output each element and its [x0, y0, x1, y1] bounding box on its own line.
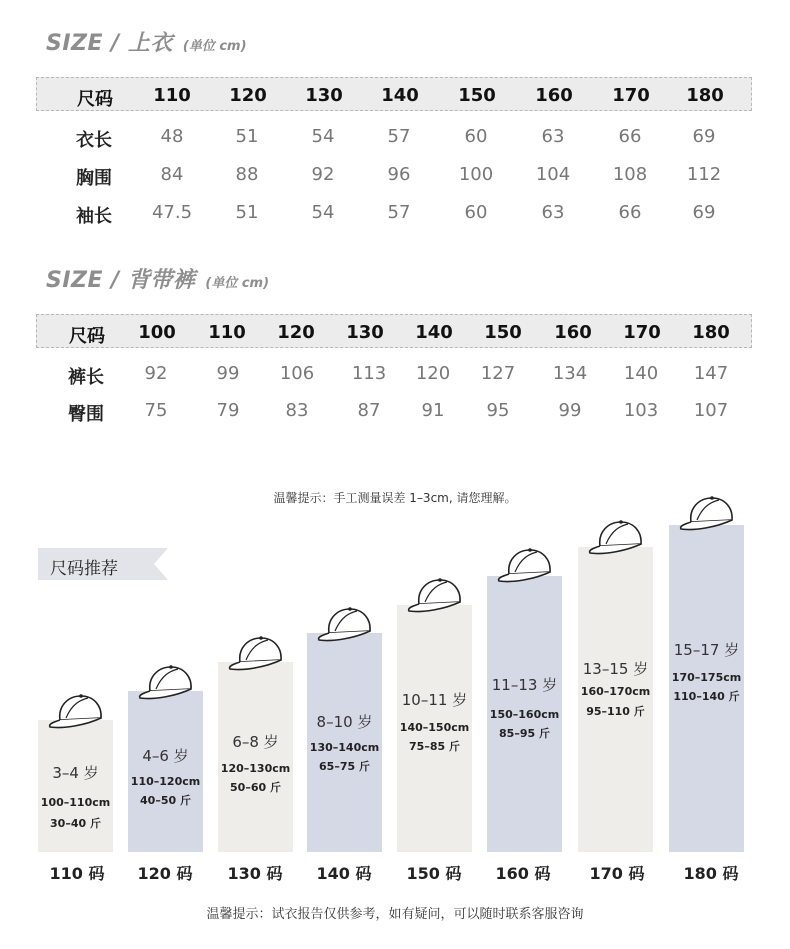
bar-age: 3–4 岁: [52, 764, 99, 782]
row-value: 51: [235, 202, 259, 223]
bar-height: 100–110cm: [40, 796, 111, 809]
measure-tip: 温馨提示：手工测量误差 1–3cm, 请您理解。: [273, 491, 517, 505]
row-value: 66: [618, 126, 642, 147]
bar-weight: 95–110 斤: [586, 705, 645, 718]
table-row: [0, 164, 790, 190]
row-value: 112: [686, 164, 722, 185]
cap-icon: [224, 634, 288, 674]
bottom-size-cell: 100: [138, 322, 176, 343]
row-value: 106: [279, 363, 315, 384]
row-value: 103: [623, 400, 659, 421]
bottom-size-header: [36, 314, 752, 348]
row-value: 96: [387, 164, 411, 185]
bottom-size-cell: 180: [692, 322, 730, 343]
bottom-size-cell: 120: [277, 322, 315, 343]
bar-height: 160–170cm: [580, 685, 651, 698]
row-value: 54: [311, 202, 335, 223]
cap-icon: [493, 546, 557, 586]
top-size-cell: 130: [305, 85, 343, 106]
row-label: 臀围: [68, 404, 104, 425]
bar-age: 15–17 岁: [673, 641, 740, 659]
row-value: 69: [692, 126, 716, 147]
cap-icon: [403, 576, 467, 616]
row-value: 69: [692, 202, 716, 223]
bottom-size-cell: 110: [208, 322, 246, 343]
row-value: 79: [216, 400, 240, 421]
size-bar: [487, 576, 562, 852]
row-value: 63: [541, 126, 565, 147]
row-label: 衣长: [76, 130, 112, 151]
bar-age: 8–10 岁: [316, 713, 373, 731]
top-section-title: [46, 26, 247, 57]
top-section-unit: (单位 cm): [182, 39, 247, 54]
top-size-cell: 170: [612, 85, 650, 106]
row-value: 91: [421, 400, 445, 421]
bar-weight: 65–75 斤: [319, 760, 370, 773]
recommend-tag: [38, 548, 168, 580]
bottom-size-cell: 140: [415, 322, 453, 343]
table-row: [0, 202, 790, 228]
bar-size-label: 170 码: [589, 864, 645, 883]
row-label: 裤长: [68, 367, 104, 388]
size-bar: [218, 662, 293, 852]
cap-icon: [313, 605, 377, 645]
top-size-header: [36, 77, 752, 111]
top-size-cell: 110: [153, 85, 191, 106]
bottom-section-unit: (单位 cm): [205, 276, 270, 291]
row-value: 99: [558, 400, 582, 421]
top-size-cell: 180: [686, 85, 724, 106]
cap-icon: [675, 494, 739, 534]
table-row: [0, 126, 790, 152]
row-value: 57: [387, 126, 411, 147]
row-value: 134: [552, 363, 588, 384]
row-value: 47.5: [151, 202, 193, 223]
row-label: 袖长: [76, 206, 112, 227]
cap-icon: [584, 518, 648, 558]
row-value: 99: [216, 363, 240, 384]
bar-weight: 75–85 斤: [409, 740, 460, 753]
row-value: 113: [351, 363, 387, 384]
bar-age: 13–15 岁: [582, 660, 649, 678]
row-value: 140: [623, 363, 659, 384]
bar-height: 150–160cm: [489, 708, 560, 721]
row-value: 54: [311, 126, 335, 147]
row-value: 92: [144, 363, 168, 384]
report-tip: 温馨提示：试衣报告仅供参考，如有疑问，可以随时联系客服咨询: [206, 907, 584, 922]
bottom-size-cell: 160: [554, 322, 592, 343]
bottom-section-heading: SIZE / 背带裤: [46, 268, 196, 293]
top-size-cell: 150: [458, 85, 496, 106]
bottom-size-cell: 170: [623, 322, 661, 343]
row-value: 84: [160, 164, 184, 185]
row-label: 胸围: [76, 168, 112, 189]
row-value: 83: [285, 400, 309, 421]
row-value: 87: [357, 400, 381, 421]
size-bar: [307, 633, 382, 852]
row-value: 51: [235, 126, 259, 147]
bar-size-label: 110 码: [49, 864, 105, 883]
bottom-size-cell: 130: [346, 322, 384, 343]
bottom-section-title: [46, 263, 269, 294]
bar-size-label: 150 码: [406, 864, 462, 883]
row-value: 100: [458, 164, 494, 185]
cap-icon: [134, 663, 198, 703]
top-section-heading: SIZE / 上衣: [46, 31, 173, 56]
bar-age: 11–13 岁: [491, 676, 558, 694]
bar-weight: 30–40 斤: [50, 817, 101, 830]
recommend-title: 尺码推荐: [50, 559, 118, 579]
bar-age: 6–8 岁: [232, 733, 279, 751]
bottom-size-cell: 150: [484, 322, 522, 343]
bar-size-label: 180 码: [683, 864, 739, 883]
row-value: 57: [387, 202, 411, 223]
top-size-cell: 160: [535, 85, 573, 106]
size-bar: [38, 720, 113, 852]
row-value: 127: [480, 363, 516, 384]
bar-size-label: 120 码: [137, 864, 193, 883]
top-size-cell: 140: [381, 85, 419, 106]
row-value: 92: [311, 164, 335, 185]
row-value: 60: [464, 202, 488, 223]
size-bar: [128, 691, 203, 852]
bar-weight: 50–60 斤: [230, 781, 281, 794]
row-value: 147: [693, 363, 729, 384]
row-value: 75: [144, 400, 168, 421]
row-value: 60: [464, 126, 488, 147]
bar-weight: 40–50 斤: [140, 794, 191, 807]
top-size-cell: 120: [229, 85, 267, 106]
bar-height: 170–175cm: [671, 671, 742, 684]
bar-age: 4–6 岁: [142, 747, 189, 765]
row-value: 63: [541, 202, 565, 223]
cap-icon: [44, 692, 108, 732]
row-value: 120: [415, 363, 451, 384]
bar-weight: 85–95 斤: [499, 727, 550, 740]
bar-height: 110–120cm: [130, 775, 201, 788]
table-row: [0, 363, 790, 389]
bar-weight: 110–140 斤: [673, 690, 740, 703]
bar-size-label: 130 码: [227, 864, 283, 883]
bottom-header-label: 尺码: [69, 326, 105, 347]
row-value: 66: [618, 202, 642, 223]
top-header-label: 尺码: [77, 89, 113, 110]
row-value: 48: [160, 126, 184, 147]
row-value: 107: [693, 400, 729, 421]
row-value: 108: [612, 164, 648, 185]
row-value: 95: [486, 400, 510, 421]
size-bar: [397, 605, 472, 852]
bar-height: 120–130cm: [220, 762, 291, 775]
bar-age: 10–11 岁: [401, 691, 468, 709]
bar-size-label: 140 码: [316, 864, 372, 883]
size-bar: [669, 525, 744, 852]
row-value: 88: [235, 164, 259, 185]
size-bar: [578, 547, 653, 852]
bar-height: 130–140cm: [309, 741, 380, 754]
bar-size-label: 160 码: [495, 864, 551, 883]
table-row: [0, 400, 790, 426]
row-value: 104: [535, 164, 571, 185]
bar-height: 140–150cm: [399, 721, 470, 734]
